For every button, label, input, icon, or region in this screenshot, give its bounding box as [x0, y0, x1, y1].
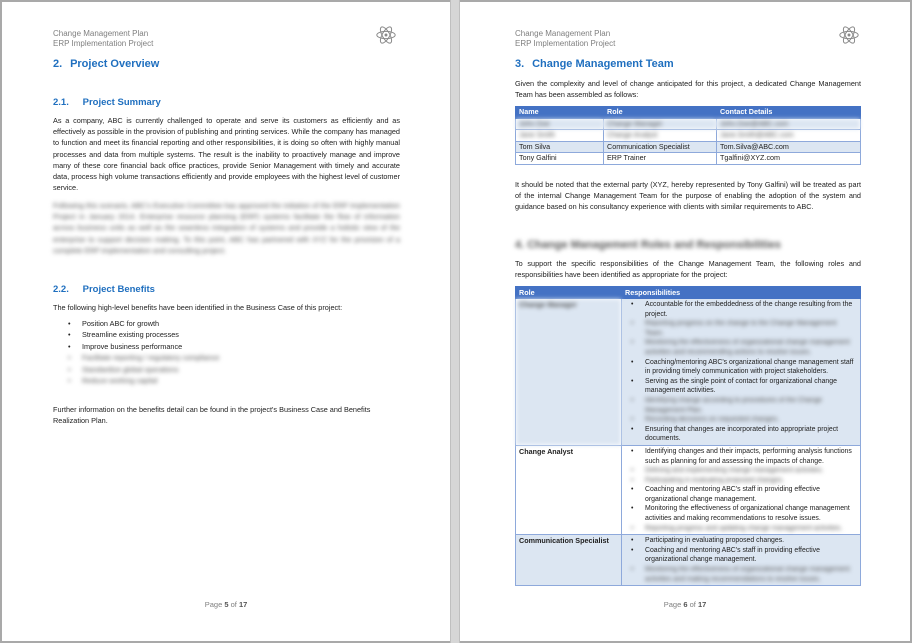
table-cell: Tom Silva — [516, 141, 604, 153]
table-row — [516, 153, 861, 165]
table-cell: Change Analyst — [604, 130, 717, 142]
list-item: • Reduce working capital — [68, 375, 368, 386]
table-cell: John Doe — [516, 118, 604, 130]
header-line1: Change Management Plan — [53, 29, 149, 38]
table-cell: Change Manager — [604, 118, 717, 130]
running-header — [515, 29, 615, 49]
list-item: • Identifying changes and their impacts, performing analysis functions such as planning for and assessing the impacts of change. — [631, 447, 857, 466]
list-item: • Streamline existing processes — [68, 329, 368, 340]
table-cell: Jane Smith — [516, 130, 604, 142]
table-cell: ERP Trainer — [604, 153, 717, 165]
footer-of: of — [228, 600, 239, 609]
table-cell: Jane.Smith@ABC.com — [717, 130, 861, 142]
header-line2: ERP Implementation Project — [53, 39, 154, 48]
roles-intro: To support the specific responsibilities of the Change Management Team, the following roles and responsibilities have been identified as appropriate for the project: — [515, 259, 861, 280]
footer-page-number: 6 — [683, 600, 688, 609]
list-item: • Participating in evaluating proposed changes. — [631, 476, 857, 486]
subsection-number: 2.2. — [53, 284, 69, 295]
subsection-number: 2.1. — [53, 97, 69, 108]
list-item: • Participating in evaluating proposed changes. — [631, 536, 857, 546]
table-cell: Tgalfini@XYZ.com — [717, 153, 861, 165]
column-header: Contact Details — [717, 107, 861, 119]
footer-of: of — [687, 600, 698, 609]
list-item: • Facilitate reporting / regulatory compliance — [68, 352, 368, 363]
header-line1: Change Management Plan — [515, 29, 611, 38]
table-cell: Tony Galfini — [516, 153, 604, 165]
list-item: • Improve business performance — [68, 341, 368, 352]
list-item: • Position ABC for growth — [68, 318, 368, 329]
table-row — [516, 535, 861, 586]
table-cell: Tom.Silva@ABC.com — [717, 141, 861, 153]
page-footer — [2, 600, 450, 609]
section-number: 3. — [515, 58, 525, 70]
footer-prefix: Page — [204, 600, 225, 609]
section-number: 2. — [53, 58, 63, 70]
atom-logo-icon — [375, 24, 397, 46]
team-intro: Given the complexity and level of change anticipated for this project, a dedicated Change Management Team has been assembled as follows: — [515, 79, 861, 100]
further-info-paragraph: Further information on the benefits detail can be found in the project's Business Case and Benefits Realization Plan. — [53, 405, 371, 426]
atom-logo-icon — [838, 24, 860, 46]
section-heading — [53, 58, 159, 70]
footer-prefix: Page — [663, 600, 684, 609]
footer-total-pages: 17 — [697, 600, 707, 609]
list-item: • Serving as the single point of contact for organizational change management activities. — [631, 377, 857, 396]
list-item: • Coaching and mentoring ABC's staff in providing effective organizational change management. — [631, 485, 857, 504]
list-item: • Coaching and mentoring ABC's staff in providing effective organizational change management. — [631, 546, 857, 565]
table-cell: Communication Specialist — [604, 141, 717, 153]
subsection-heading — [53, 97, 161, 108]
team-table — [515, 106, 861, 165]
table-row — [516, 299, 861, 446]
list-item: • Accountable for the embeddedness of the change resulting from the project. — [631, 300, 857, 319]
list-item: • Standardize global operations — [68, 364, 368, 375]
table-row — [516, 445, 861, 534]
column-header: Role — [604, 107, 717, 119]
table-row — [516, 118, 861, 130]
footer-total-pages: 17 — [238, 600, 248, 609]
list-item: • Coaching/mentoring ABC's organizational change management staff in providing timely communication with project stakeholders. — [631, 358, 857, 377]
list-item: • Reporting progress and updating change management activities. — [631, 524, 857, 534]
list-item: • Monitoring the effectiveness of organizational change management activities and recommending actions to resolve issues. — [631, 338, 857, 357]
subsection-title: Project Summary — [82, 97, 161, 108]
table-cell: John.Doe@ABC.com — [717, 118, 861, 130]
list-item: • Ensuring that changes are incorporated into appropriate project documents. — [631, 425, 857, 444]
running-header — [53, 29, 153, 49]
benefits-intro: The following high-level benefits have been identified in the Business Case of this project: — [53, 303, 343, 312]
page-6 — [460, 2, 910, 641]
list-item: • Reporting progress on the change to the Change Management Team. — [631, 319, 857, 338]
responsibilities-cell — [622, 445, 861, 534]
blurred-paragraph: Following this scenario, ABC's Executive Committee has approved the initiation of the ERP Implementation Project in January 2014. Enterprise resource planning (ERP) systems facilitate the flow of information across business units as well as the seamless integration of systems and provide a holistic view of the enterprise to support decision making. To this point, ABC has partnered with XYZ for the provision of a complete ERP implementation and consulting project. — [53, 201, 400, 255]
column-header: Role — [516, 287, 622, 299]
list-item: • Recording decisions on requested changes. — [631, 415, 857, 425]
role-cell: Change Analyst — [516, 445, 622, 534]
table-row — [516, 141, 861, 153]
page-footer — [460, 600, 910, 609]
footer-page-number: 5 — [224, 600, 229, 609]
benefits-list — [68, 318, 368, 386]
list-item: • Defining and implementing change management activities. — [631, 466, 857, 476]
roles-table — [515, 286, 861, 586]
role-cell: Communication Specialist — [516, 535, 622, 586]
column-header: Name — [516, 107, 604, 119]
page-gap — [450, 0, 460, 643]
summary-paragraph: As a company, ABC is currently challenged to operate and serve its customers as efficiently and as effectively as possible in the provision of publishing and printing services. While the company has managed to function and meet its financial reporting and other responsibilities, it is doing so often with highly manual processes and data from multiple systems. The result is the inability to proactively manage and improve many of these core financial back office practices, provide Senior Management with timely and accurate data, process high volume transactions efficiently and provide employees with the highest level of customer service. — [53, 116, 400, 193]
section4-heading: 4. Change Management Roles and Responsibilities — [515, 239, 781, 251]
external-party-note: It should be noted that the external party (XYZ, hereby represented by Tony Galfini) will be treated as part of the internal Change Management Team for the purpose of enabling the adoption of the system and guidance based on his consultancy experience with clients with similar requirements to ABC. — [515, 180, 861, 212]
page-5 — [2, 2, 450, 641]
responsibilities-cell — [622, 299, 861, 446]
section-heading — [515, 58, 674, 70]
subsection-title: Project Benefits — [82, 284, 155, 295]
subsection-heading — [53, 284, 155, 295]
section-title: Project Overview — [70, 58, 160, 70]
list-item: • Monitoring the effectiveness of organizational change management activities and making recommendations to resolve issues. — [631, 565, 857, 584]
table-row — [516, 130, 861, 142]
role-cell: Change Manager — [516, 299, 622, 446]
responsibilities-cell — [622, 535, 861, 586]
list-item: • Monitoring the effectiveness of organizational change management activities and making recommendations to resolve issues. — [631, 504, 857, 523]
list-item: • Identifying change according to procedures of the Change Management Plan. — [631, 396, 857, 415]
column-header: Responsibilities — [622, 287, 861, 299]
header-line2: ERP Implementation Project — [515, 39, 616, 48]
section-title: Change Management Team — [532, 58, 674, 70]
